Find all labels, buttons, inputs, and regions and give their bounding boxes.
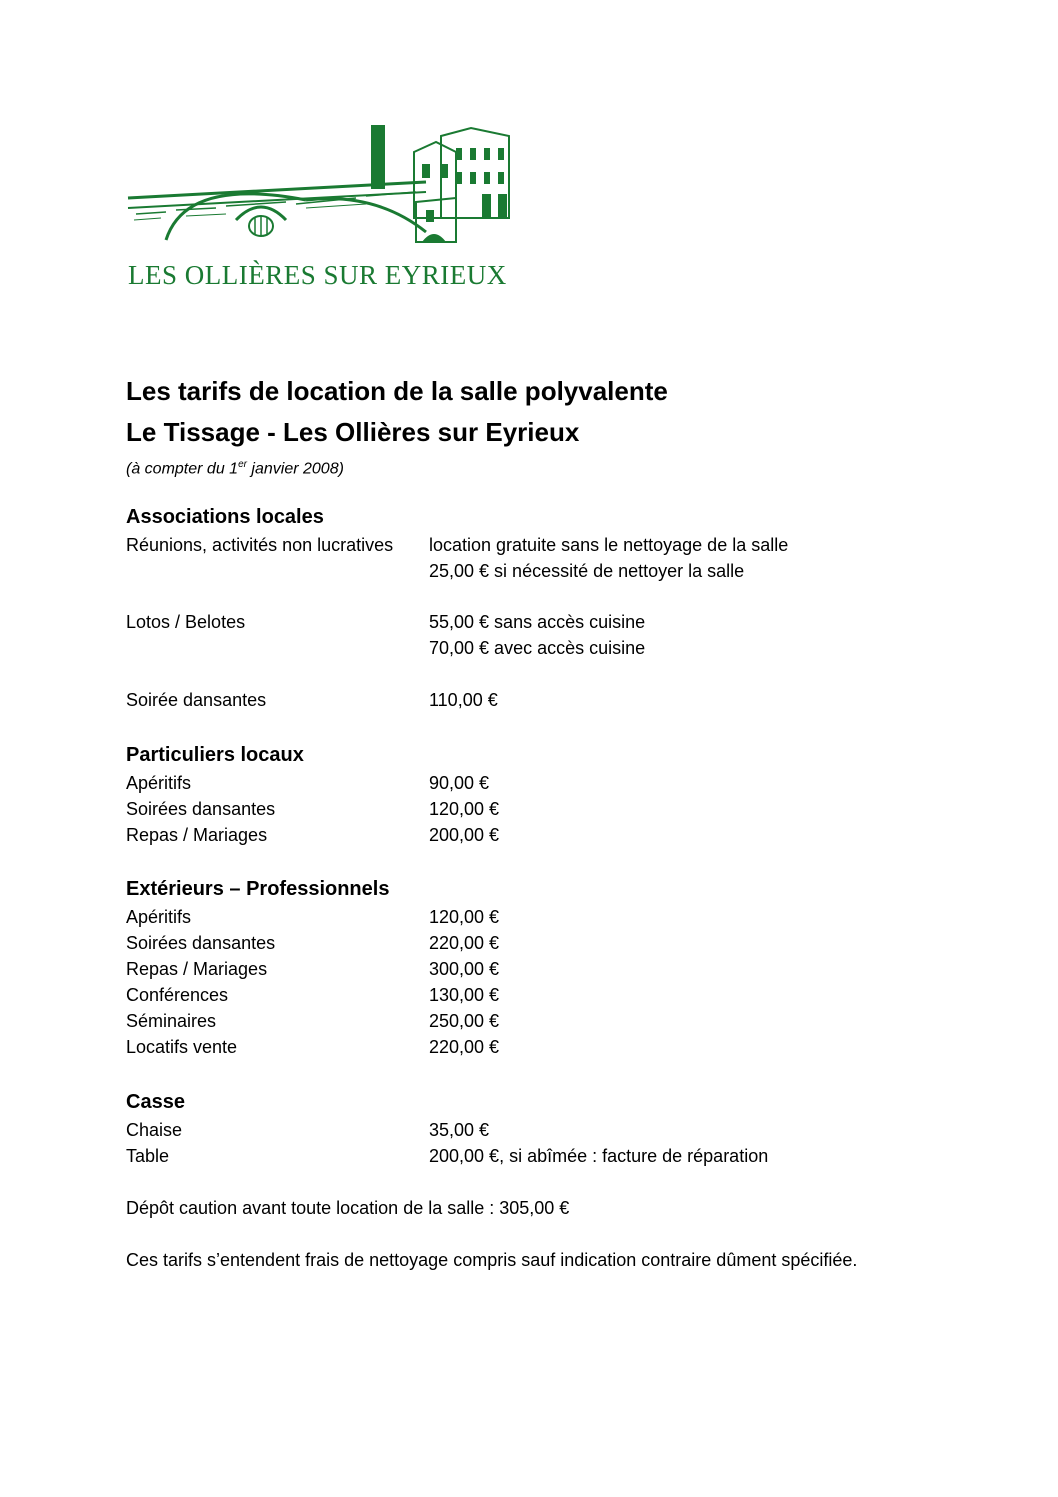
deposit-note: Dépôt caution avant toute location de la salle : 305,00 € — [126, 1198, 570, 1218]
rate-value: 200,00 € — [429, 825, 500, 845]
effective-date-ordinal: er — [238, 459, 247, 470]
page-subtitle-venue: Le Tissage - Les Ollières sur Eyrieux — [126, 417, 580, 447]
rate-label: Soirées dansantes — [126, 799, 276, 819]
rate-value: location gratuite sans le nettoyage de la salle — [429, 535, 789, 555]
rate-value: 25,00 € si nécessité de nettoyer la salle — [429, 561, 745, 581]
rate-label: Lotos / Belotes — [126, 612, 246, 632]
section-heading-exterieurs: Extérieurs – Professionnels — [126, 878, 390, 900]
effective-date-end: janvier 2008) — [246, 460, 344, 478]
rate-value: 90,00 € — [429, 773, 490, 793]
rate-label: Locatifs vente — [126, 1037, 238, 1057]
rate-label: Repas / Mariages — [126, 959, 268, 979]
rate-label: Soirées dansantes — [126, 933, 276, 953]
section-heading-particuliers: Particuliers locaux — [126, 744, 304, 766]
rate-label: Apéritifs — [126, 773, 192, 793]
rate-value: 220,00 € — [429, 1037, 500, 1057]
rate-label: Réunions, activités non lucratives — [126, 535, 394, 555]
bridge-village-logo-icon — [126, 122, 516, 252]
town-logo — [126, 122, 516, 292]
rate-value: 130,00 € — [429, 985, 500, 1005]
page-title: Les tarifs de location de la salle polyvalente — [126, 376, 668, 406]
rate-value: 250,00 € — [429, 1011, 500, 1031]
rate-label: Conférences — [126, 985, 229, 1005]
rate-label: Table — [126, 1146, 170, 1166]
rate-value: 120,00 € — [429, 907, 500, 927]
section-heading-casse: Casse — [126, 1091, 185, 1113]
section-heading-associations: Associations locales — [126, 506, 324, 528]
rate-value: 120,00 € — [429, 799, 500, 819]
rate-label: Apéritifs — [126, 907, 192, 927]
rate-label: Chaise — [126, 1120, 183, 1140]
effective-date — [126, 454, 344, 480]
rate-value: 35,00 € — [429, 1120, 490, 1140]
rate-value: 70,00 € avec accès cuisine — [429, 638, 646, 658]
rate-value: 55,00 € sans accès cuisine — [429, 612, 646, 632]
rate-value: 220,00 € — [429, 933, 500, 953]
logo-town-name: LES OLLIÈRES SUR EYRIEUX — [128, 260, 507, 290]
rate-label: Séminaires — [126, 1011, 217, 1031]
effective-date-start: (à compter du 1 — [126, 460, 239, 478]
rate-value: 200,00 €, si abîmée : facture de réparation — [429, 1146, 769, 1166]
rate-label: Soirée dansantes — [126, 690, 267, 710]
rate-value: 110,00 € — [429, 690, 498, 710]
rate-value: 300,00 € — [429, 959, 500, 979]
rate-label: Repas / Mariages — [126, 825, 268, 845]
cleaning-fees-note: Ces tarifs s’entendent frais de nettoyage compris sauf indication contraire dûment spécifiée. — [126, 1250, 858, 1270]
